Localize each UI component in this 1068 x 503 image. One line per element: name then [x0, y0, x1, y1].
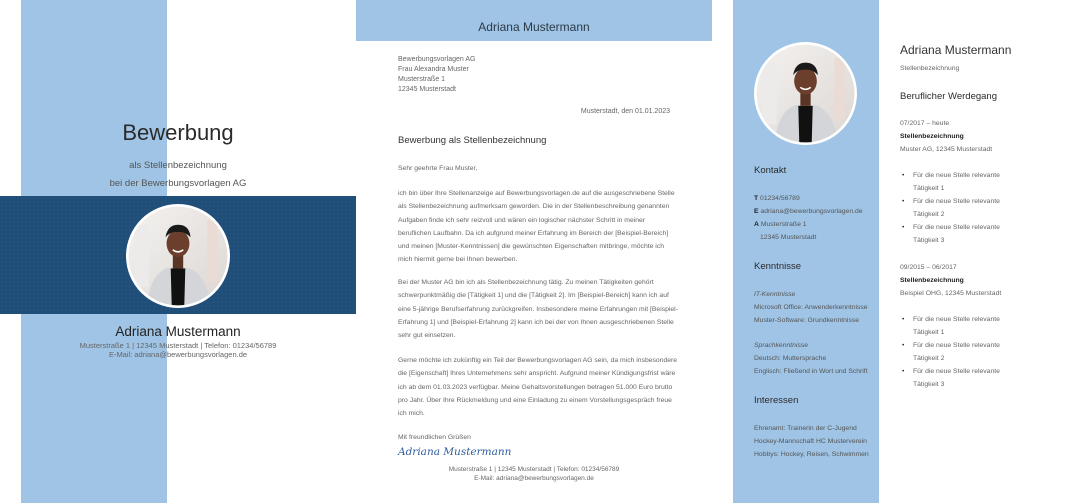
cover-applicant-name: Adriana Mustermann [115, 324, 241, 339]
language-item: Englisch: Fließend in Wort und Schrift [754, 368, 868, 375]
letter-signature: Adriana Mustermann [398, 446, 512, 458]
job-task: • Für die neue Stelle relevante Tätigkeit 2 [900, 195, 1020, 221]
job-task: • Für die neue Stelle relevante Tätigkeit 3 [900, 221, 1020, 247]
letter-footer-email: E-Mail: adriana@bewerbungsvorlagen.de [474, 475, 594, 482]
it-skill-item: Muster-Software: Grundkenntnisse [754, 317, 860, 324]
letter-closing: Mit freundlichen Grüßen [398, 434, 471, 441]
interest-item: Hockey-Mannschaft HC Musterverein [754, 438, 867, 445]
interest-item: Hobbys: Hockey, Reisen, Schwimmen [754, 451, 869, 458]
contact-section-title: Kontakt [754, 165, 787, 176]
cover-page [0, 0, 356, 503]
contact-email [754, 205, 863, 218]
job-company: Beispiel OHG, 12345 Musterstadt [900, 290, 1002, 297]
cover-subtitle-position: als Stellenbezeichnung [129, 160, 227, 171]
cover-letter-page [356, 0, 712, 503]
cover-title: Bewerbung [122, 120, 234, 145]
portrait-photo-icon [126, 204, 230, 308]
cv-page [712, 0, 1068, 503]
job-task: • Für die neue Stelle relevante Tätigkeit 1 [900, 313, 1020, 339]
job-title: Stellenbezeichnung [900, 277, 964, 284]
recipient-city: 12345 Musterstadt [398, 86, 456, 93]
cv-role: Stellenbezeichnung [900, 65, 960, 72]
job-task: • Für die neue Stelle relevante Tätigkeit 1 [900, 169, 1020, 195]
it-skills [754, 288, 868, 327]
it-skills-title: IT-Kenntnisse [754, 291, 796, 298]
letter-subject: Bewerbung als Stellenbezeichnung [398, 135, 547, 146]
job-company: Muster AG, 12345 Musterstadt [900, 146, 993, 153]
letter-paragraph: ich bin über Ihre Stellenanzeige auf Bewerbungsvorlagen.de auf die ausgeschriebene Stelle als Stellenbezeichnung aufmerksam geworden. Die in der Stellenbeschreibung genannten Aufgaben finde ich sehr reizvoll und wären ein logischer nächster Schritt in meiner beruflichen Laufbahn. Da ich aufgrund meiner Erfahrung im Bereich der [Beispiel-Bereich] und meinen [Muster-Kenntnissen] die gewünschten Eigenschaften mitbringe, möchte ich mich hiermit gerne bei Ihnen bewerben. [398, 190, 675, 264]
letter-paragraph: Bei der Muster AG bin ich als Stellenbezeichnung tätig. Zu meinen Tätigkeiten gehört schwerpunktmäßig die [Tätigkeit 1] und die [Tätigkeit 2]. Im [Beispiel-Bereich] kann ich auf eine 5-jährige Berufserfahrung zurückgreifen. Insbesondere meine Erfahrungen mit [Beispiel-Erfahrung 1] und [Beispiel-Erfahrung 2] kann ich bei der von Ihnen ausgeschriebenen Stelle sehr gut einsetzen. [398, 279, 678, 340]
letter-salutation: Sehr geehrte Frau Muster, [398, 165, 478, 172]
job-task: • Für die neue Stelle relevante Tätigkeit 3 [900, 365, 1020, 391]
email-value: adriana@bewerbungsvorlagen.de [760, 208, 863, 215]
letter-date: Musterstadt, den 01.01.2023 [580, 108, 670, 115]
skills-section-title: Kenntnisse [754, 261, 802, 272]
email-label: E [754, 208, 759, 215]
address-line1: Musterstraße 1 [760, 221, 807, 228]
contact-address [754, 218, 863, 231]
cover-subtitle-company: bei der Bewerbungsvorlagen AG [109, 178, 247, 189]
language-item: Deutsch: Muttersprache [754, 355, 827, 362]
job-entry [900, 117, 1065, 247]
interest-item: Ehrenamt: Trainerin der C-Jugend [754, 425, 857, 432]
contact-phone [754, 192, 863, 205]
job-task-list [900, 313, 1065, 391]
letter-paragraph: Gerne möchte ich zukünftig ein Teil der Bewerbungsvorlagen AG sein, da mich insbesondere die [Eigenschaft] Ihres Unternehmens sehr anspricht. Aufgrund meiner Kündigungsfrist wäre ich ab dem 01.03.2023 verfügbar. Meine Gehaltsvorstellungen betragen 51.000 Euro brutto pro Jahr. Über Ihre Rückmeldung und eine Einladung zu einem Vorstellungsgespräch freue ich mich. [398, 357, 678, 418]
job-task-list [900, 169, 1065, 247]
address-line2: 12345 Musterstadt [760, 234, 817, 241]
job-task: • Für die neue Stelle relevante Tätigkeit 2 [900, 339, 1020, 365]
phone-value: 01234/56789 [760, 195, 800, 202]
recipient-street: Musterstraße 1 [398, 76, 446, 83]
job-entry [900, 261, 1065, 391]
recipient-company: Bewerbungsvorlagen AG [398, 56, 476, 63]
job-period: 07/2017 – heute [900, 120, 950, 127]
recipient-address [398, 55, 475, 95]
cover-address-line: Musterstraße 1 | 12345 Musterstadt | Telefon: 01234/56789 [79, 341, 277, 350]
it-skill-item: Microsoft Office: Anwenderkenntnisse [754, 304, 868, 311]
job-title: Stellenbezeichnung [900, 133, 964, 140]
career-section-title: Beruflicher Werdegang [900, 91, 997, 102]
letter-footer-address: Musterstraße 1 | 12345 Musterstadt | Telefon: 01234/56789 [448, 466, 620, 473]
interests-section-title: Interessen [754, 395, 799, 406]
language-skills [754, 339, 868, 378]
cover-email-line: E-Mail: adriana@bewerbungsvorlagen.de [108, 350, 248, 359]
recipient-person: Frau Alexandra Muster [398, 66, 469, 73]
portrait-photo-icon [754, 42, 857, 145]
job-period: 09/2015 – 06/2017 [900, 264, 957, 271]
contact-details [754, 192, 863, 244]
phone-label: T [754, 195, 759, 202]
address-label: A [754, 221, 759, 228]
language-skills-title: Sprachkenntnisse [754, 342, 809, 349]
cv-name: Adriana Mustermann [900, 43, 1012, 57]
letter-header-name: Adriana Mustermann [478, 20, 590, 34]
interests-list [754, 422, 869, 461]
